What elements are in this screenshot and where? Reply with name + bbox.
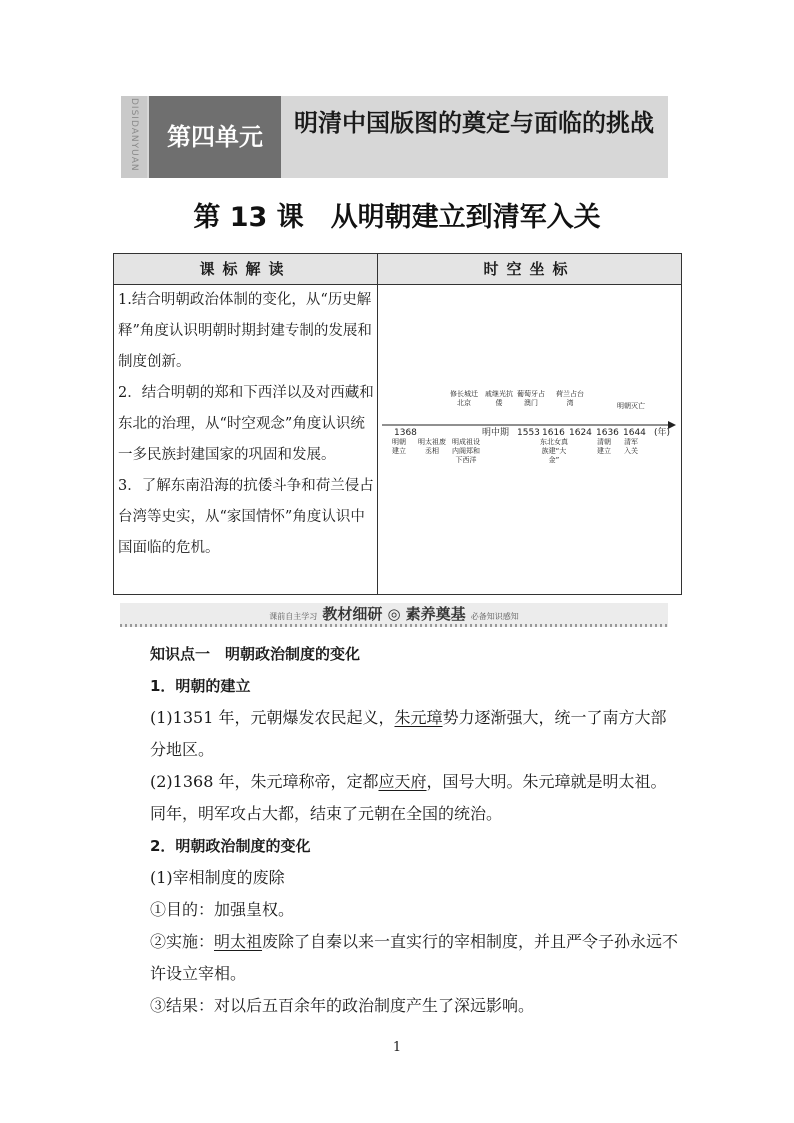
underlined-term: 明太祖 xyxy=(214,932,263,951)
timeline-label-1616: 1616 xyxy=(542,428,565,438)
timeline-event-below: 明太祖废丞相 xyxy=(418,438,446,455)
divider-big-left: 教材细研 xyxy=(322,605,383,623)
standard-item: 2．结合明朝的郑和下西洋以及对西藏和东北的治理，从“时空观念”角度认识统一多民族封建国家的巩固和发展。 xyxy=(118,385,374,463)
divider-big-right: 素养奠基 xyxy=(405,605,466,623)
underlined-term: 朱元璋 xyxy=(394,708,443,727)
timeline-event-above: 荷兰占台湾 xyxy=(556,390,584,407)
subsection-heading: (1)宰相制度的废除 xyxy=(150,868,285,887)
timeline-event-below: 清朝建立 xyxy=(597,438,611,455)
divider-dots xyxy=(120,624,668,627)
section-heading: 2．明朝政治制度的变化 xyxy=(150,837,311,855)
paragraph: ③结果：对以后五百余年的政治制度产生了深远影响。 xyxy=(150,996,535,1015)
section-heading: 1．明朝的建立 xyxy=(150,677,251,695)
banner-side-label xyxy=(121,96,147,178)
unit-title: 明清中国版图的奠定与面临的挑战 xyxy=(294,109,654,137)
paragraph: ①目的：加强皇权。 xyxy=(150,900,295,919)
timeline-event-below: 东北女真族建“大金” xyxy=(540,438,568,464)
lesson-content xyxy=(120,638,680,1022)
text: ，国号大明。朱元璋就是明太祖。同年，明军攻占大都，结束了元朝在全国的统治。 xyxy=(150,772,667,823)
timeline-event-below: 明成祖设内阁郑和下西洋 xyxy=(452,438,480,464)
timeline-event-below: 明朝建立 xyxy=(392,438,406,455)
timeline-label-mid-ming: 明中期 xyxy=(482,428,510,438)
paragraph xyxy=(120,702,680,766)
timeline-event-above: 修长城迁北京 xyxy=(450,390,478,407)
timeline-label-1368: 1368 xyxy=(394,428,417,438)
text: (1)1351 年，元朝爆发农民起义， xyxy=(150,708,395,727)
text: (2)1368 年，朱元璋称帝，定都 xyxy=(150,772,379,791)
text: 废除了自秦以来一直实行的宰相制度，并且严令子孙永远不许设立宰相。 xyxy=(150,932,679,983)
timeline-label-1644: 1644 xyxy=(623,428,646,438)
unit-label: 第四单元 xyxy=(167,123,263,151)
timeline-label-1624: 1624 xyxy=(569,428,592,438)
divider-circle-icon: ◎ xyxy=(387,605,401,623)
timeline-label-1553: 1553 xyxy=(517,428,540,438)
standard-item: 3．了解东南沿海的抗倭斗争和荷兰侵占台湾等史实，从“家国情怀”角度认识中国面临的危机。 xyxy=(118,478,374,556)
banner-side-text: DISIDANYUAN xyxy=(129,98,139,172)
unit-label-box xyxy=(149,96,281,178)
timeline-label-year: (年) xyxy=(654,428,671,438)
page-number: 1 xyxy=(392,1040,402,1055)
paragraph xyxy=(120,766,680,830)
curriculum-standards xyxy=(118,285,374,564)
paragraph xyxy=(120,926,680,990)
table-divider xyxy=(377,254,378,594)
standard-item: 1.结合明朝政治体制的变化，从“历史解释”角度认识明朝时期封建专制的发展和制度创新。 xyxy=(118,292,372,370)
divider-small-left: 课前自主学习 xyxy=(269,612,318,621)
table-header-standards: 课标解读 xyxy=(199,260,292,278)
knowledge-point-title: 知识点一 明朝政治制度的变化 xyxy=(150,645,361,663)
timeline-label-1636: 1636 xyxy=(596,428,619,438)
lesson-title: 第 13 课 从明朝建立到清军入关 xyxy=(193,202,601,233)
divider-small-right: 必备知识感知 xyxy=(470,612,519,621)
timeline-event-above: 戚继光抗倭 xyxy=(485,390,513,407)
table-header-timeline: 时空坐标 xyxy=(483,260,576,278)
underlined-term: 应天府 xyxy=(378,772,427,791)
text: ②实施： xyxy=(150,932,215,951)
timeline-event-above: 葡萄牙占澳门 xyxy=(517,390,545,407)
timeline-event-below: 清军入关 xyxy=(624,438,638,455)
timeline xyxy=(380,388,678,488)
text: 势力逐渐强大，统一了南方大部分地区。 xyxy=(150,708,667,759)
timeline-event-above: 明朝灭亡 xyxy=(617,402,645,410)
